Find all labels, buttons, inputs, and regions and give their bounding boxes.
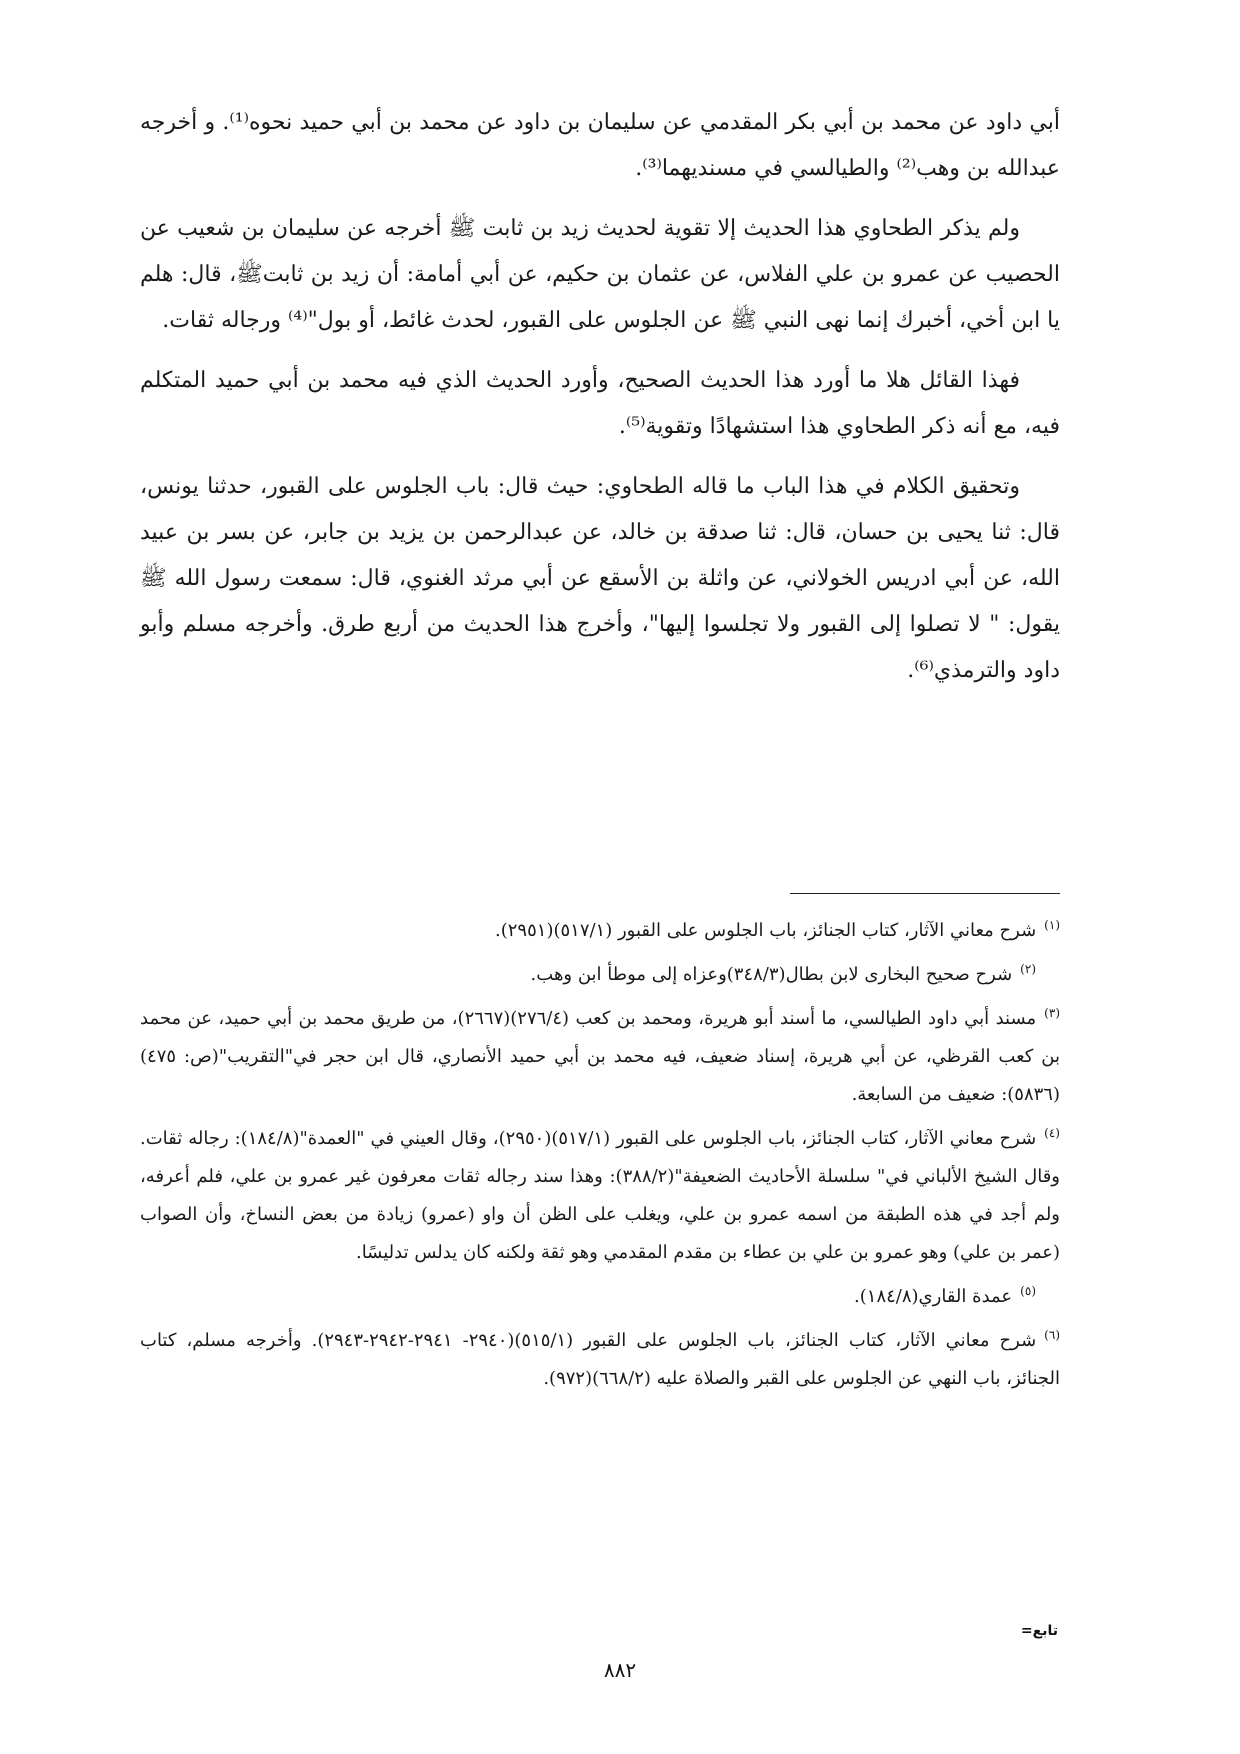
footnote-1 [140, 912, 1060, 950]
footnote-number: (٥) [1020, 1284, 1036, 1298]
footnote-2 [140, 956, 1060, 994]
footnote-separator [790, 893, 1060, 894]
footnote-text: شرح صحيح البخارى لابن بطال(٣٤٨/٣)وعزاه إلى موطأ ابن وهب. [530, 964, 1013, 985]
page-number: ٨٨٢ [603, 1658, 637, 1682]
footnote-3 [140, 1000, 1060, 1114]
footnote-number: (١) [1044, 918, 1060, 932]
footnote-number: (٣) [1044, 1006, 1060, 1020]
footnote-text: مسند أبي داود الطيالسي، ما أسند أبو هريرة، ومحمد بن كعب (٢٧٦/٤)(٢٦٦٧)، من طريق محمد بن أبي حميد، عن محمد بن كعب القرظي، عن أبي هريرة، إسناد ضعيف، فيه محمد بن أبي حميد الأنصاري، قال ابن حجر في"التقريب"(ص: ٤٧٥)(٥٨٣٦): ضعيف من السابعة. [140, 1008, 1060, 1105]
footnote-number: (٤) [1044, 1126, 1060, 1140]
main-paragraph-1: أبي داود عن محمد بن أبي بكر المقدمي عن سليمان بن داود عن محمد بن أبي حميد نحوه⁽¹⁾. و أخرجه عبدالله بن وهب⁽²⁾ والطيالسي في مسنديهما⁽³⁾. [140, 110, 1060, 181]
footnote-text: شرح معاني الآثار، كتاب الجنائز، باب الجلوس على القبور (٥١٥/١)(٢٩٤٠- ٢٩٤١-٢٩٤٢-٢٩٤٣). وأخرجه مسلم، كتاب الجنائز، باب النهي عن الجلوس على القبر والصلاة عليه (٦٦٨/٢)(٩٧٢). [140, 1330, 1060, 1389]
footnote-number: (٦) [1044, 1328, 1060, 1342]
main-paragraph-4: وتحقيق الكلام في هذا الباب ما قاله الطحاوي: حيث قال: باب الجلوس على القبور، حدثنا يونس، قال: ثنا يحيى بن حسان، قال: ثنا صدقة بن خالد، عن عبدالرحمن بن يزيد بن جابر، عن بسر بن عبيد الله، عن أبي ادريس الخولاني، عن واثلة بن الأسقع عن أبي مرثد الغنوي، قال: سمعت رسول الله ﷺ يقول: " لا تصلوا إلى القبور ولا تجلسوا إليها"، وأخرج هذا الحديث من أربع طرق. وأخرجه مسلم وأبو داود والترمذي⁽⁶⁾. [140, 474, 1060, 683]
footnote-5 [140, 1278, 1060, 1316]
footnote-6 [140, 1322, 1060, 1398]
footnote-text: عمدة القاري(١٨٤/٨). [854, 1286, 1013, 1307]
footnote-text: شرح معاني الآثار، كتاب الجنائز، باب الجلوس على القبور (٥١٧/١)(٢٩٥٠)، وقال العيني في "العمدة"(١٨٤/٨): رجاله ثقات. وقال الشيخ الألباني في" سلسلة الأحاديث الضعيفة"(٣٨٨/٢): وهذا سند رجاله ثقات معرفون غير عمرو بن علي، فلم أعرفه، ولم أجد في هذه الطبقة من اسمه عمرو بن علي، ويغلب على الظن أن واو (عمرو) زيادة من بعض النساخ، وأن الصواب (عمر بن علي) وهو عمرو بن علي بن عطاء بن مقدم المقدمي وهو ثقة ولكنه كان يدلس تدليسًا. [140, 1128, 1060, 1263]
footnote-4 [140, 1120, 1060, 1272]
main-text [140, 100, 1060, 708]
main-paragraph-3: فهذا القائل هلا ما أورد هذا الحديث الصحيح، وأورد الحديث الذي فيه محمد بن أبي حميد المتكلم فيه، مع أنه ذكر الطحاوي هذا استشهادًا وتقوية⁽⁵⁾. [140, 368, 1060, 439]
main-paragraph-2: ولم يذكر الطحاوي هذا الحديث إلا تقوية لحديث زيد بن ثابت ﷺ أخرجه عن سليمان بن شعيب عن الحصيب عن عمرو بن علي الفلاس، عن عثمان بن حكيم، عن أبي أمامة: أن زيد بن ثابتﷺ، قال: هلم يا ابن أخي، أخبرك إنما نهى النبي ﷺ عن الجلوس على القبور، لحدث غائط، أو بول"⁽⁴⁾ ورجاله ثقات. [140, 216, 1060, 333]
footnotes [140, 912, 1060, 1404]
footnote-number: (٢) [1020, 962, 1036, 976]
continuation-mark: تابع= [1020, 1623, 1058, 1639]
footnote-text: شرح معاني الآثار، كتاب الجنائز، باب الجلوس على القبور (٥١٧/١)(٢٩٥١). [495, 920, 1037, 941]
